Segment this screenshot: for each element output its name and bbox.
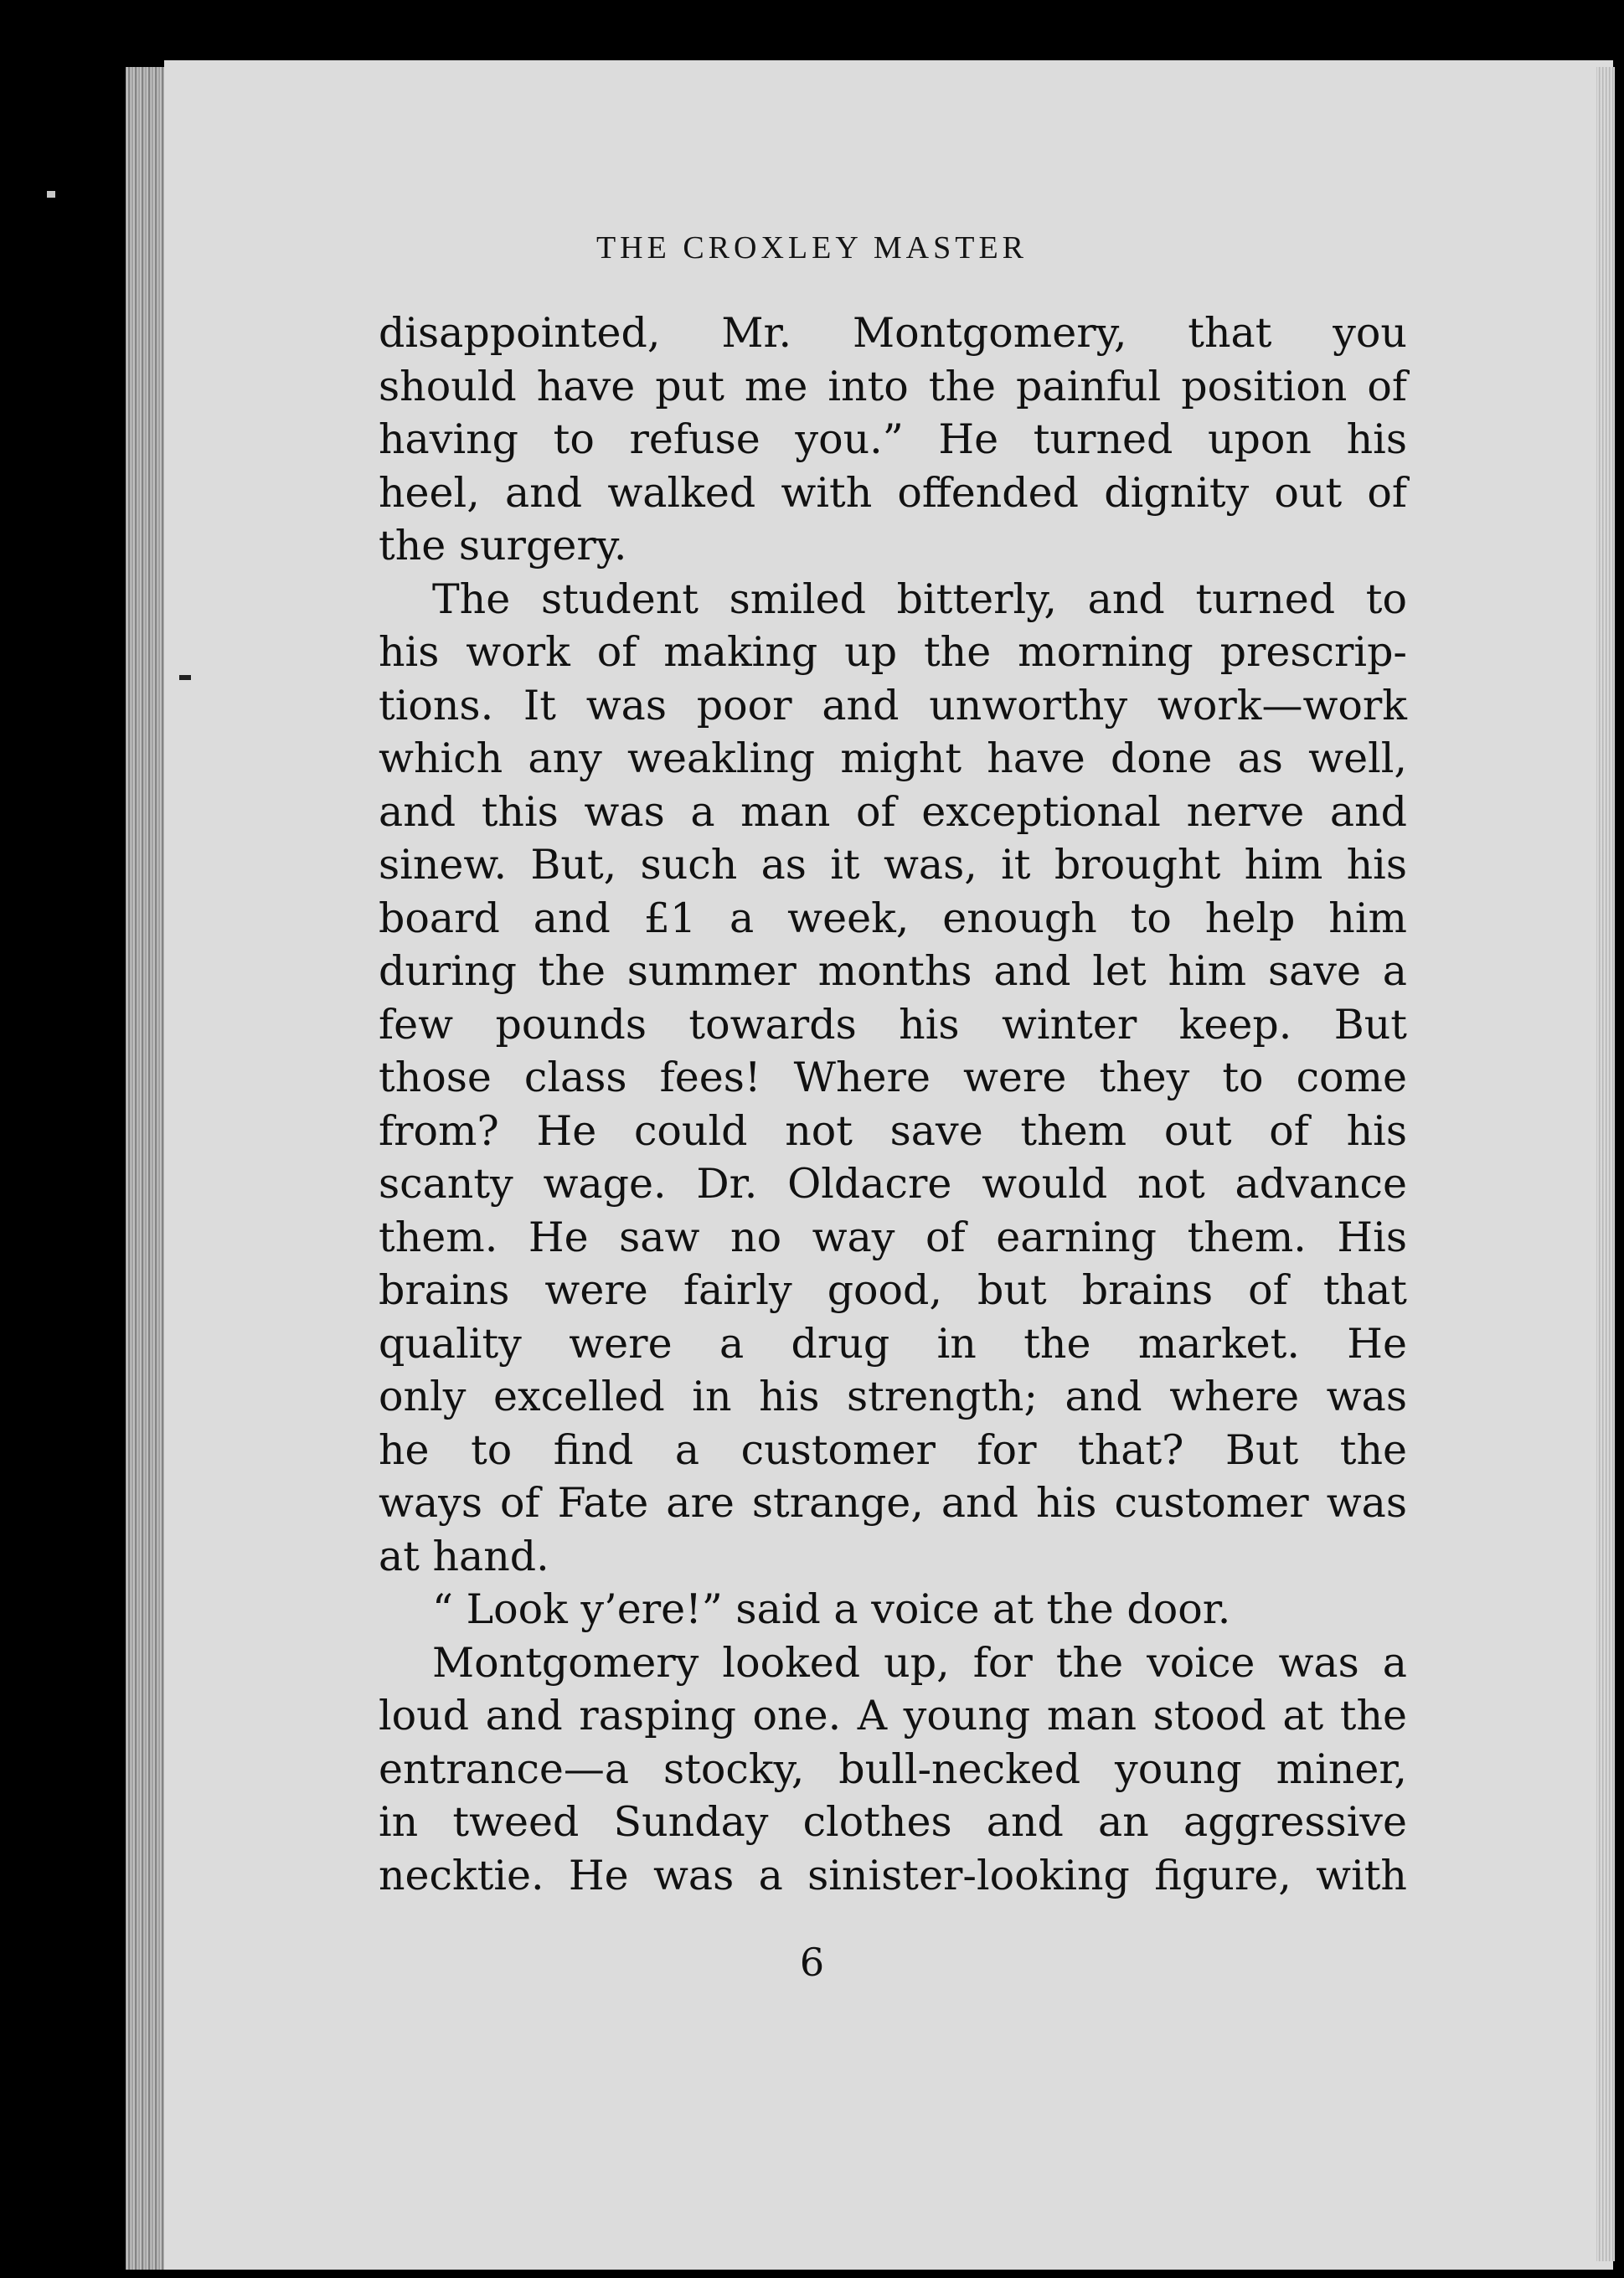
text-line: having to refuse you.” He turned upon his xyxy=(379,415,1407,463)
text-line: should have put me into the painful position of xyxy=(379,362,1407,410)
text-line: during the summer months and let him save a xyxy=(379,947,1407,995)
text-line: heel, and walked with offended dignity out of xyxy=(379,468,1407,517)
scan-speck xyxy=(47,191,55,198)
text-line: Montgomery looked up, for the voice was a xyxy=(432,1638,1407,1687)
running-head: THE CROXLEY MASTER xyxy=(595,230,1029,265)
text-line: at hand. xyxy=(379,1532,549,1580)
text-line: board and £1 a week, enough to help him xyxy=(379,894,1407,942)
text-line: from? He could not save them out of his xyxy=(379,1106,1407,1155)
text-line: the surgery. xyxy=(379,522,627,570)
text-line: “ Look y’ere!” said a voice at the door. xyxy=(432,1585,1231,1633)
text-line: and this was a man of exceptional nerve and xyxy=(379,787,1407,836)
text-line: in tweed Sunday clothes and an aggressive xyxy=(379,1798,1407,1846)
text-line: tions. It was poor and unworthy work—work xyxy=(379,681,1407,729)
text-line: brains were fairly good, but brains of that xyxy=(379,1266,1407,1314)
scan-speck xyxy=(179,675,191,680)
text-line: he to find a customer for that? But the xyxy=(379,1425,1407,1474)
text-line: The student smiled bitterly, and turned to xyxy=(432,575,1407,623)
text-line: quality were a drug in the market. He xyxy=(379,1319,1407,1368)
text-line: those class fees! Where were they to come xyxy=(379,1054,1407,1101)
page-edge-right xyxy=(1596,67,1615,2261)
text-line: necktie. He was a sinister-looking figure, with xyxy=(379,1851,1407,1899)
text-line: entrance—a stocky, bull-necked young miner, xyxy=(379,1745,1407,1793)
text-line: loud and rasping one. A young man stood at the xyxy=(379,1692,1407,1739)
text-line: only excelled in his strength; and where was xyxy=(379,1373,1407,1420)
text-line: ways of Fate are strange, and his customer was xyxy=(379,1479,1407,1527)
text-line: disappointed, Mr. Montgomery, that you xyxy=(379,309,1407,357)
page-number: 6 xyxy=(799,1940,825,1985)
text-line: scanty wage. Dr. Oldacre would not advance xyxy=(379,1160,1407,1208)
text-line: few pounds towards his winter keep. But xyxy=(379,1000,1407,1049)
text-line: his work of making up the morning prescrip- xyxy=(379,628,1407,676)
text-line: which any weakling might have done as well, xyxy=(379,734,1407,782)
text-line: sinew. But, such as it was, it brought him his xyxy=(379,841,1407,889)
body-text xyxy=(379,307,1407,1902)
text-line: them. He saw no way of earning them. His xyxy=(379,1213,1407,1261)
